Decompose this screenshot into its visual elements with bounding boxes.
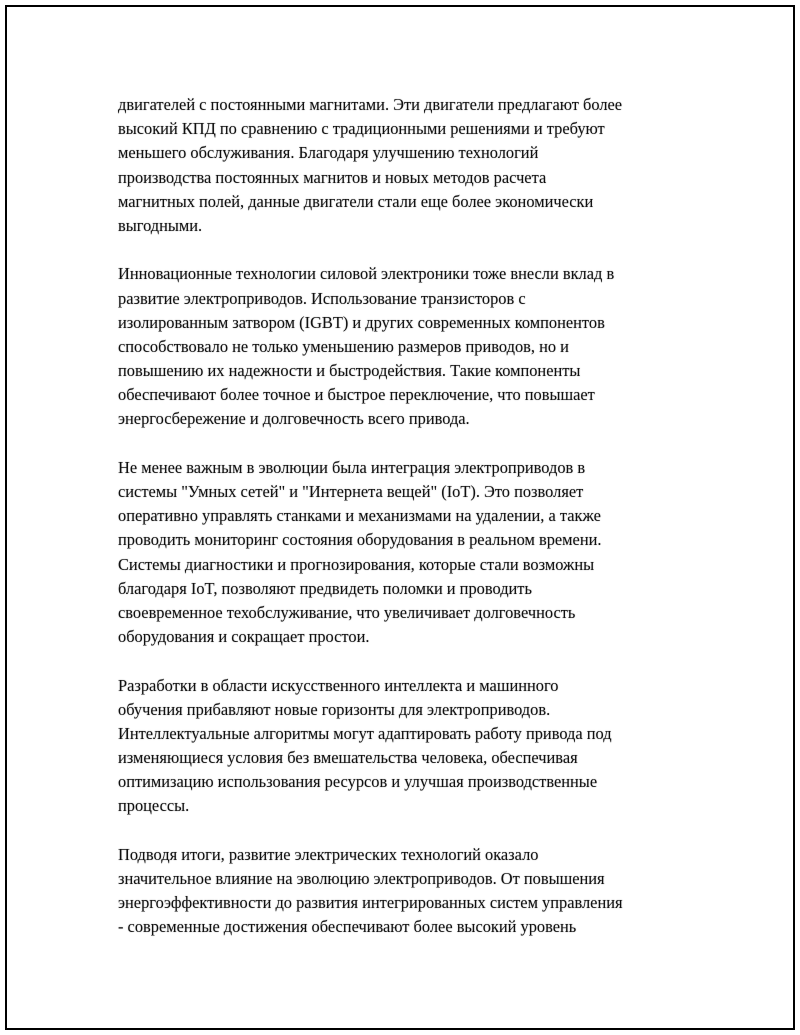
text-line: развитие электроприводов. Использование транзисторов с xyxy=(118,288,526,308)
text-line: - современные достижения обеспечивают более высокий уровень xyxy=(118,917,577,937)
text-line: обеспечивают более точное и быстрое переключение, что повышает xyxy=(118,385,595,405)
text-line: способствовало не только уменьшению размеров приводов, но и xyxy=(118,336,569,356)
text-line: энергосбережение и долговечность всего привода. xyxy=(118,409,470,429)
text-line: повышению их надежности и быстродействия. Такие компоненты xyxy=(118,361,581,381)
text-line: обучения прибавляют новые горизонты для электроприводов. xyxy=(118,699,551,719)
text-line: своевременное техобслуживание, что увеличивает долговечность xyxy=(118,602,576,622)
text-line: Не менее важным в эволюции была интеграция электроприводов в xyxy=(118,457,586,477)
text-line: оптимизацию использования ресурсов и улучшая производственные xyxy=(118,772,598,792)
text-line: энергоэффективности до развития интегрированных систем управления xyxy=(118,893,623,913)
text-line: системы "Умных сетей" и "Интернета вещей" (IoT). Это позволяет xyxy=(118,482,584,501)
text-line: выгодными. xyxy=(118,215,203,235)
text-line: благодаря IoT, позволяют предвидеть поломки и проводить xyxy=(118,578,532,598)
text-line: оборудования и сокращает простои. xyxy=(118,627,370,647)
paragraph-5 xyxy=(118,843,698,940)
text-line: Инновационные технологии силовой электроники тоже внесли вклад в xyxy=(118,264,615,284)
text-line: меньшего обслуживания. Благодаря улучшению технологий xyxy=(118,143,539,163)
text-line: изолированным затвором (IGBT) и других современных компонентов xyxy=(118,312,605,332)
paragraph-3 xyxy=(118,456,698,650)
text-line: высокий КПД по сравнению с традиционными решениями и требуют xyxy=(118,119,605,139)
paragraph-2 xyxy=(118,262,698,431)
text-line: Подводя итоги, развитие электрических технологий оказало xyxy=(118,844,539,864)
text-line: Интеллектуальные алгоритмы могут адаптировать работу привода под xyxy=(118,723,612,743)
text-line: магнитных полей, данные двигатели стали еще более экономически xyxy=(118,191,594,211)
text-line: оперативно управлять станками и механизмами на удалении, а также xyxy=(118,506,601,526)
text-line: Системы диагностики и прогнозирования, которые стали возможны xyxy=(118,554,595,574)
paragraph-1 xyxy=(118,93,698,238)
text-line: двигателей с постоянными магнитами. Эти двигатели предлагают более xyxy=(118,95,623,114)
text-line: производства постоянных магнитов и новых методов расчета xyxy=(118,167,547,187)
text-line: изменяющиеся условия без вмешательства человека, обеспечивая xyxy=(118,748,578,768)
text-line: процессы. xyxy=(118,796,190,816)
paragraph-4 xyxy=(118,674,698,819)
text-line: Разработки в области искусственного интеллекта и машинного xyxy=(118,675,559,695)
text-line: значительное влияние на эволюцию электроприводов. От повышения xyxy=(118,869,605,888)
text-line: проводить мониторинг состояния оборудования в реальном времени. xyxy=(118,530,602,550)
document-body xyxy=(118,93,698,940)
